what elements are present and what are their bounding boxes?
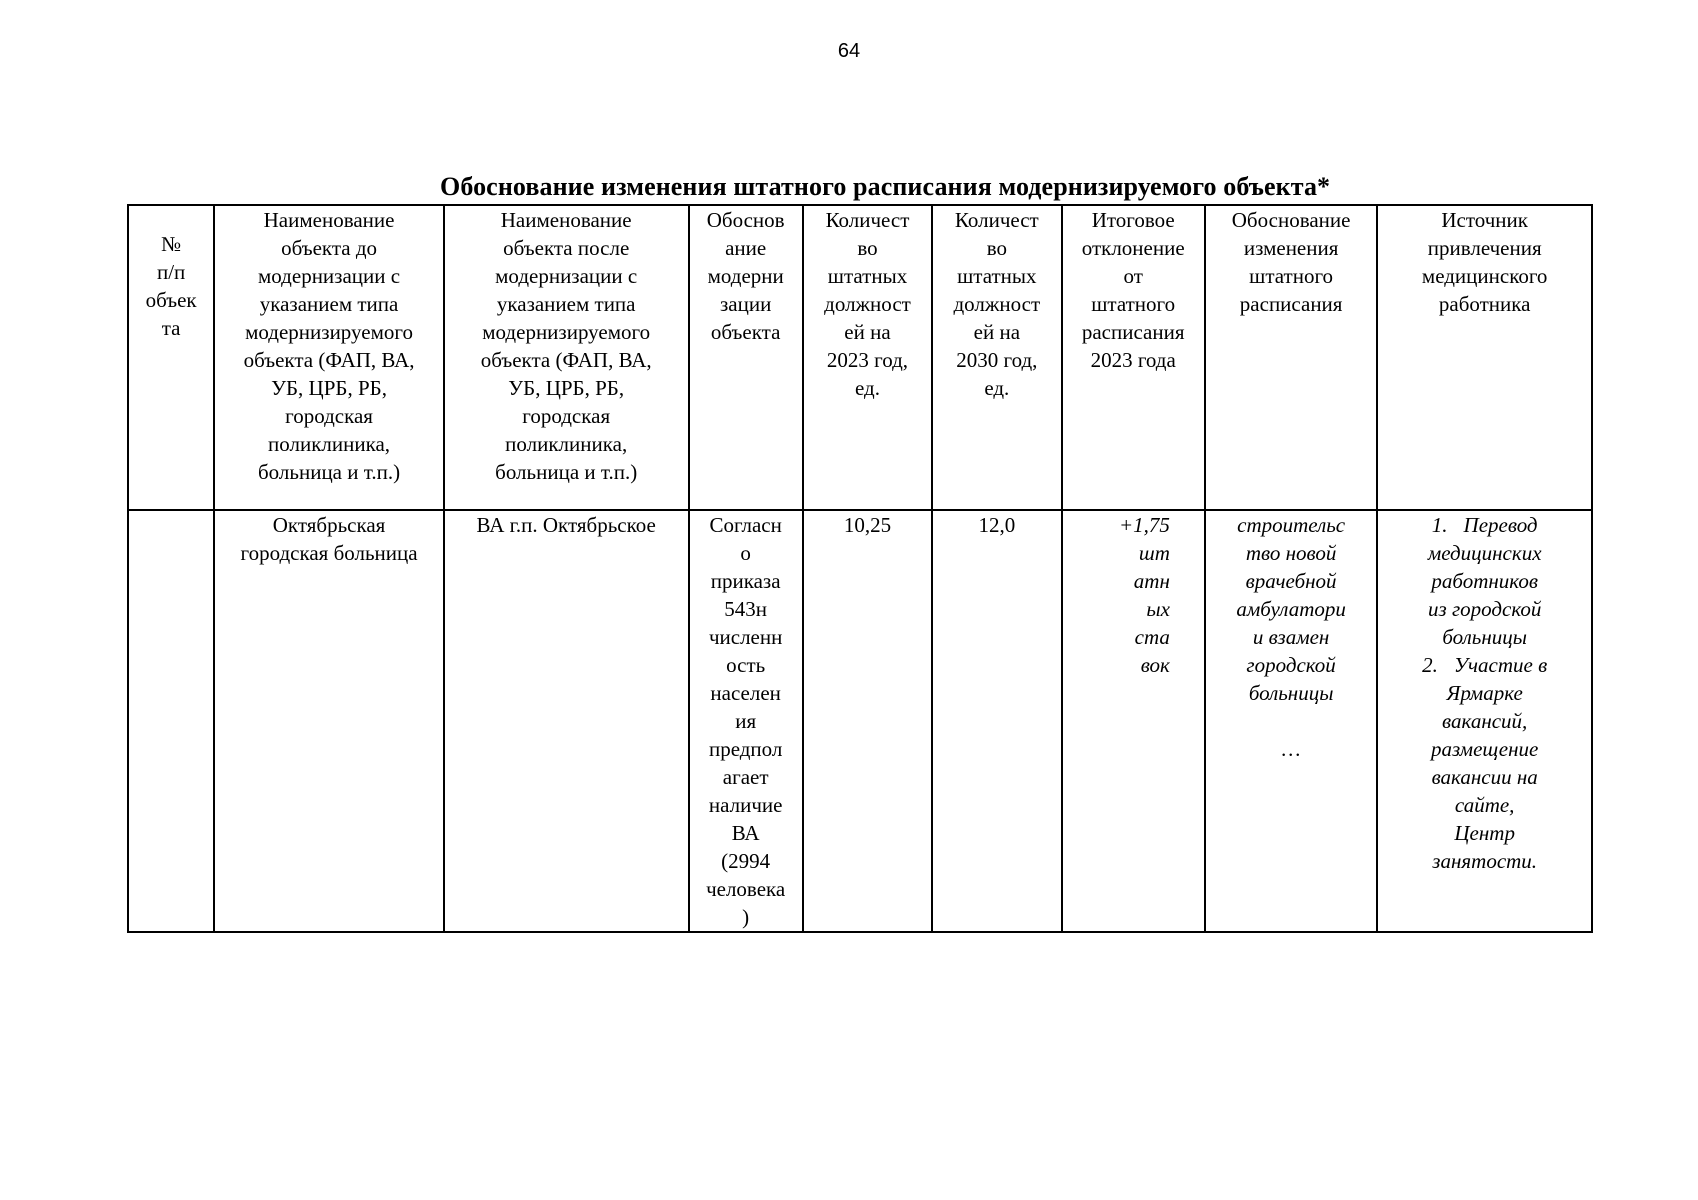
cell-line: Перевод	[1463, 513, 1538, 537]
list-item-number: 1.	[1431, 513, 1448, 537]
cell-line: занятости.	[1432, 849, 1538, 873]
cell-line: 543н	[724, 597, 768, 621]
cell-line: врачебной	[1245, 569, 1337, 593]
header-line: 2023 год,	[826, 348, 909, 372]
header-line: больница и т.п.)	[258, 460, 401, 484]
cell-line: строительс	[1237, 513, 1346, 537]
header-line: объекта (ФАП, ВА,	[480, 348, 652, 372]
list-item	[1382, 511, 1587, 651]
cell-line: вакансий,	[1442, 709, 1528, 733]
header-line: расписания	[1081, 320, 1185, 344]
cell-line: о	[740, 541, 751, 565]
header-line: модернизации с	[258, 264, 401, 288]
header-line: ание	[725, 236, 767, 260]
header-line: городская	[522, 404, 611, 428]
header-line: ед.	[984, 376, 1010, 400]
cell-line: размещение	[1431, 737, 1539, 761]
page-number: 64	[837, 40, 861, 62]
header-line: во	[986, 236, 1007, 260]
cell-line: вакансии на	[1431, 765, 1538, 789]
header-line: 2030 год,	[956, 348, 1038, 372]
cell-line	[1210, 707, 1372, 735]
cell-modernization-rationale	[689, 510, 803, 932]
cell-line: и взамен	[1252, 625, 1330, 649]
cell-line: ых	[1146, 597, 1170, 621]
header-line: указанием типа	[496, 292, 636, 316]
header-line: модернизации с	[495, 264, 638, 288]
header-line: должност	[824, 292, 911, 316]
header-modernization-rationale	[689, 205, 803, 510]
cell-line: Октябрьская	[272, 513, 386, 537]
header-line: штатного	[1091, 292, 1176, 316]
cell-line: Центр	[1454, 821, 1515, 845]
header-line: 2023 года	[1090, 348, 1176, 372]
header-object-before	[214, 205, 444, 510]
header-change-reason	[1205, 205, 1377, 510]
header-line: поликлиника,	[505, 432, 628, 456]
header-line: отклонение	[1081, 236, 1185, 260]
header-line: указанием типа	[259, 292, 399, 316]
cell-line: …	[1281, 737, 1301, 761]
cell-line: тво новой	[1245, 541, 1337, 565]
cell-line: человека	[706, 877, 786, 901]
header-total-deviation	[1062, 205, 1205, 510]
cell-line: ия	[735, 709, 757, 733]
header-object-after	[444, 205, 689, 510]
header-count-2023	[803, 205, 932, 510]
header-line: медицинского	[1421, 264, 1548, 288]
cell-line: населен	[710, 681, 781, 705]
header-line: объекта	[710, 320, 781, 344]
cell-object-after: ВА г.п. Октябрьское	[444, 510, 689, 932]
header-line: работника	[1438, 292, 1531, 316]
cell-line: )	[742, 905, 750, 929]
header-line: штатных	[827, 264, 908, 288]
header-line: объекта до	[281, 236, 378, 260]
cell-line: медицинских	[1427, 541, 1542, 565]
header-line: Итоговое	[1091, 208, 1175, 232]
cell-line: работников	[1431, 569, 1538, 593]
header-line: п/п	[156, 260, 186, 284]
cell-count-2030: 12,0	[932, 510, 1061, 932]
document-title: Обоснование изменения штатного расписания модернизируемого объекта*	[440, 172, 1331, 201]
cell-line: наличие	[708, 793, 783, 817]
cell-row-number	[128, 510, 214, 932]
header-row-number	[128, 205, 214, 510]
header-line: Источник	[1441, 208, 1528, 232]
cell-line: больницы	[1442, 625, 1527, 649]
cell-line: агает	[722, 765, 769, 789]
cell-line: Ярмарке	[1446, 681, 1523, 705]
cell-line: шт	[1138, 541, 1170, 565]
header-line: №	[161, 232, 182, 256]
header-line: городская	[285, 404, 373, 428]
header-line: модернизируемого	[482, 320, 651, 344]
cell-line: приказа	[710, 569, 781, 593]
cell-line: Участие в	[1453, 653, 1548, 677]
header-line: штатных	[957, 264, 1037, 288]
header-line: расписания	[1239, 292, 1343, 316]
header-line: изменения	[1243, 236, 1339, 260]
header-line: зации	[719, 292, 772, 316]
table-row	[128, 510, 1592, 932]
header-line: УБ, ЦРБ, РБ,	[271, 376, 387, 400]
cell-object-before	[214, 510, 444, 932]
header-line: привлечения	[1427, 236, 1542, 260]
header-line: объекта (ФАП, ВА,	[243, 348, 415, 372]
header-line: ей на	[973, 320, 1021, 344]
cell-line: (2994	[721, 849, 771, 873]
source-list	[1382, 511, 1587, 875]
staffing-justification-table	[127, 204, 1593, 933]
header-line: Обоснов	[706, 208, 785, 232]
cell-staff-source	[1377, 510, 1592, 932]
cell-count-2023: 10,25	[803, 510, 932, 932]
header-line: объек	[145, 288, 197, 312]
cell-line: +1,75	[1118, 513, 1170, 537]
cell-line: ость	[726, 653, 766, 677]
header-line: ей на	[844, 320, 891, 344]
cell-line: городская больница	[240, 541, 418, 565]
header-line: ед.	[854, 376, 880, 400]
list-item	[1382, 651, 1587, 875]
table-header-row	[128, 205, 1592, 510]
header-line: Количест	[825, 208, 910, 232]
header-line: та	[161, 316, 181, 340]
header-staff-source	[1377, 205, 1592, 510]
header-line: во	[857, 236, 878, 260]
cell-line: сайте,	[1454, 793, 1515, 817]
cell-line: ста	[1134, 625, 1170, 649]
cell-line: городской	[1246, 653, 1336, 677]
cell-change-reason	[1205, 510, 1377, 932]
cell-line: вок	[1140, 653, 1170, 677]
header-line: должност	[953, 292, 1041, 316]
header-line: Наименование	[500, 208, 632, 232]
header-count-2030	[932, 205, 1061, 510]
header-line: объекта после	[503, 236, 630, 260]
header-line: больница и т.п.)	[495, 460, 638, 484]
cell-line: предпол	[708, 737, 783, 761]
header-line: Обоснование	[1231, 208, 1351, 232]
header-line: поликлиника,	[268, 432, 391, 456]
cell-line: ВА	[731, 821, 760, 845]
header-line: Количест	[954, 208, 1039, 232]
cell-line: Согласн	[709, 513, 782, 537]
header-line: Наименование	[263, 208, 395, 232]
cell-line: амбулатори	[1236, 597, 1346, 621]
cell-total-deviation	[1062, 510, 1205, 932]
cell-line: атн	[1133, 569, 1170, 593]
header-line: от	[1123, 264, 1143, 288]
cell-line: больницы	[1248, 681, 1334, 705]
cell-line: численн	[708, 625, 783, 649]
header-line: модерни	[707, 264, 784, 288]
cell-line: из городской	[1428, 597, 1542, 621]
list-item-number: 2.	[1422, 653, 1438, 677]
header-line: штатного	[1249, 264, 1334, 288]
header-line: УБ, ЦРБ, РБ,	[508, 376, 625, 400]
header-line: модернизируемого	[245, 320, 413, 344]
